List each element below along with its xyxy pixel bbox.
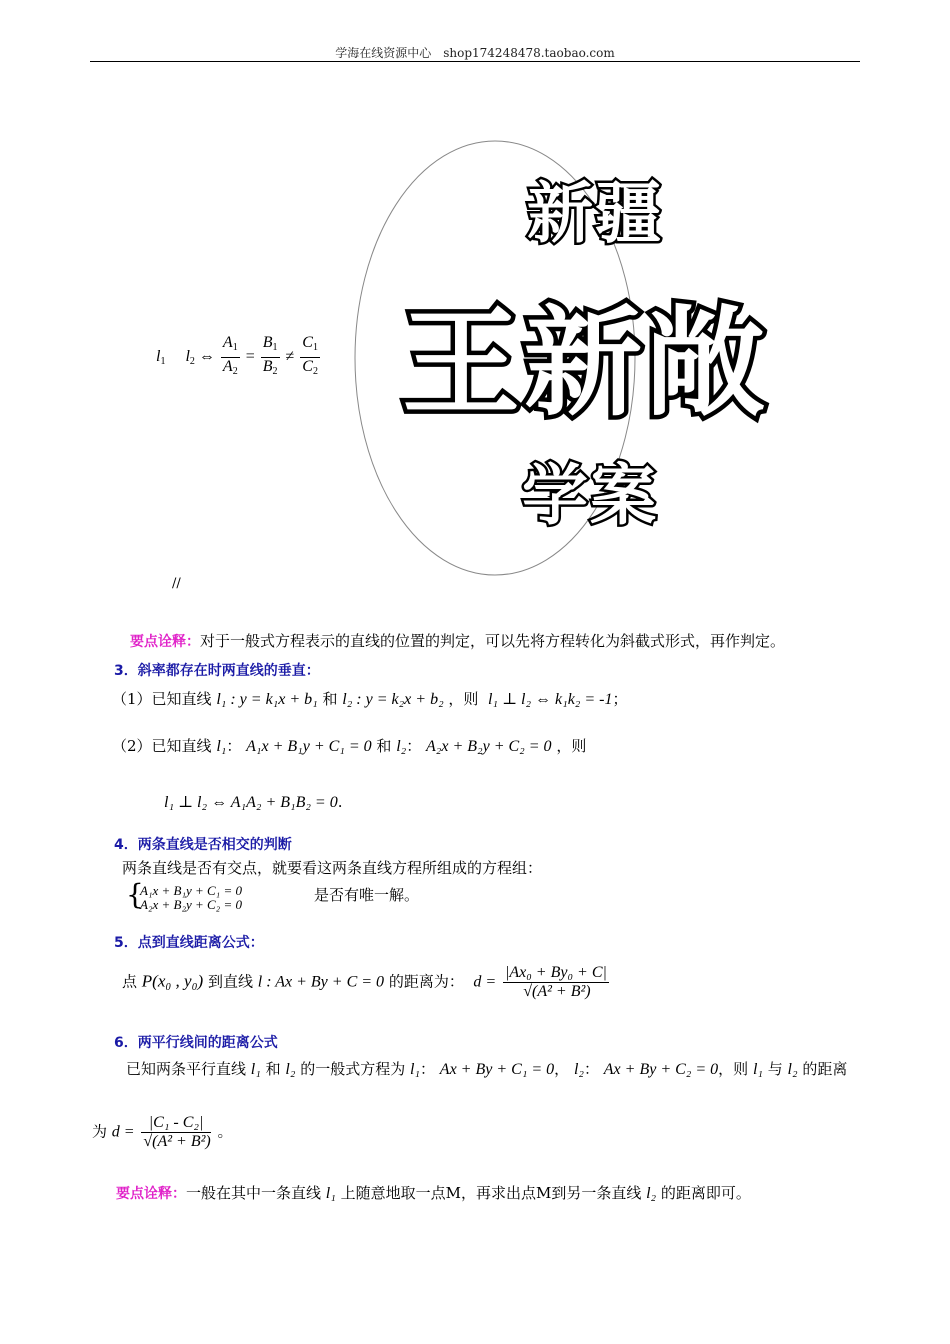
note-2: 要点诠释：一般在其中一条直线 l₁ 上随意地取一点M，再求出点M到另一条直线 l₂ 的距离即可。	[116, 1184, 751, 1202]
stamp-line1: 新疆	[527, 175, 663, 252]
section-5-title: 5．点到直线距离公式：	[114, 935, 264, 951]
parallel-formula: $l_1$ $l_2$ ⇔ $\frac{A_1}{A_2}$ = $\frac{B_1}{B_2}$ ≠ $\frac{C_1}{C_2}$	[156, 334, 322, 381]
section-3-title: 3．斜率都存在时两直线的垂直：	[114, 663, 320, 679]
system-brace: {	[126, 878, 144, 911]
parallel-distance-fraction: $\frac{\text{|C₁ - C₂|}}{\text{√(A² + B²)}}$	[143, 1114, 211, 1150]
section-6-title: 6．两平行线间的距离公式	[114, 1035, 278, 1051]
section-6-formula: 为 d = $\frac{\text{|C₁ - C₂|}}{\text{√(A² + B²)}}$ 。	[92, 1114, 233, 1150]
header-rule	[90, 61, 860, 62]
parallel-symbol: //	[172, 576, 181, 591]
distance-fraction: $\frac{\text{|Ax₀ + By₀ + C|}}{\text{√(A² + B²)}}$	[504, 964, 607, 1000]
section-3-item-2: （2）已知直线 l₁： A₁x + B₁y + C₁ = 0 和 l₂： A₂x + B₂y + C₂ = 0 ，则	[112, 737, 587, 755]
section-6-text: 已知两条平行直线 l₁ 和 l₂ 的一般式方程为 l₁： Ax + By + C₁ = 0， l₂： Ax + By + C₂ = 0，则 l₁ 与 l₂ 的距离	[126, 1060, 848, 1078]
stamp-line3: 学案	[522, 457, 658, 534]
note-1-key: 要点诠释：	[130, 634, 200, 650]
section-4-text: 两条直线是否有交点，就要看这两条直线方程所组成的方程组：	[122, 859, 543, 877]
system-eq-1: A₁x + B₁y + C₁ = 0	[140, 883, 242, 898]
note-2-key: 要点诠释：	[116, 1186, 186, 1202]
section-3-item-1: （1）已知直线 l₁ : y = k₁x + b₁ 和 l₂ : y = k₂x + b₂ ，则 l₁ ⊥ l₂ ⇔ k₁k₂ = -1；	[112, 690, 628, 708]
system-eq-2: A₂x + B₂y + C₂ = 0	[140, 897, 242, 912]
fraction-a: $\frac{A_1}{A_2}$	[222, 334, 238, 377]
section-3-item-2-result: l₁ ⊥ l₂ ⇔ A₁A₂ + B₁B₂ = 0.	[164, 793, 343, 811]
stamp-line2: 王新敞	[401, 294, 768, 432]
fraction-c: $\frac{C_1}{C_2}$	[302, 334, 318, 377]
section-4-title: 4．两条直线是否相交的判断	[114, 837, 292, 853]
note-1-text: 对于一般式方程表示的直线的位置的判定，可以先将方程转化为斜截式形式，再作判定。	[200, 632, 786, 650]
section-5-formula: 点 P(x₀ , y₀) 到直线 l : Ax + By + C = 0 的距离为： d = $\frac{\text{|Ax₀ + By₀ + C|}}{\text{√(A² + B²)}}$	[122, 964, 607, 1000]
section-4-tail: 是否有唯一解。	[314, 886, 420, 904]
note-1	[130, 630, 785, 651]
fraction-b: $\frac{B_1}{B_2}$	[262, 334, 278, 377]
page-header: 学海在线资源中心 shop174248478.taobao.com	[335, 46, 615, 60]
